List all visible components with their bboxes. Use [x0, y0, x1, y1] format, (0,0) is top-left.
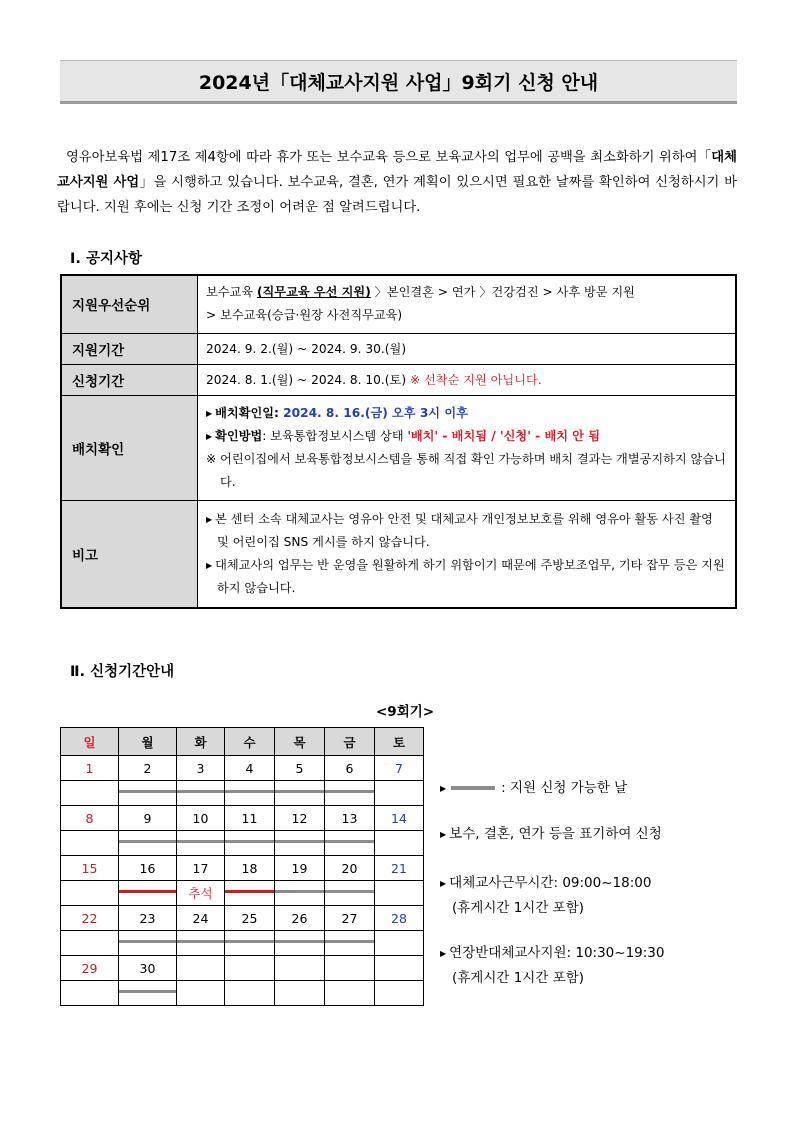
calendar-date-cell: 19 [275, 856, 325, 881]
holiday-label: 추석 [177, 881, 225, 906]
available-day-line [275, 840, 324, 843]
calendar-bar-cell [225, 781, 275, 806]
calendar-date-cell: 21 [375, 856, 424, 881]
value-confirm [198, 395, 737, 500]
calendar-date-cell: 9 [119, 806, 177, 831]
remark-1: 본 센터 소속 대체교사는 영유아 안전 및 대체교사 개인정보보호를 위해 영유아 활동 사진 촬영 및 어린이집 SNS 게시를 하지 않습니다. [215, 511, 713, 549]
notice-row-remark [61, 500, 736, 608]
calendar-date-cell: 27 [325, 906, 375, 931]
value-priority [198, 275, 737, 333]
calendar-date-cell: 30 [119, 956, 177, 981]
calendar-date-cell: 14 [375, 806, 424, 831]
legend-item-3-text: 대체교사근무시간: 09:00~18:00 [449, 875, 652, 891]
intro-text-2: 」을 시행하고 있습니다. 보수교육, 결혼, 연가 계획이 있으시면 필요한 날짜를 확인하여 신청하시기 바랍니다. 지원 후에는 신청 기간 조정이 어려운 점 알려드립니다. [57, 175, 737, 215]
calendar-bar-cell [177, 931, 225, 956]
calendar-bar-cell [61, 781, 119, 806]
intro-paragraph [57, 145, 737, 220]
calendar-date-cell: 15 [61, 856, 119, 881]
calendar-bar-cell [225, 831, 275, 856]
calendar-bar-cell [375, 981, 424, 1006]
calendar-title: <9회기> [376, 704, 435, 720]
calendar-bar-cell [325, 781, 375, 806]
method-label: 확인방법 [215, 428, 263, 443]
calendar-bar-cell [325, 981, 375, 1006]
legend-item-2-text: 보수, 결혼, 연가 등을 표기하여 신청 [449, 826, 662, 842]
calendar-date-row [61, 956, 424, 981]
calendar-bar-cell [325, 931, 375, 956]
calendar-date-cell: 10 [177, 806, 225, 831]
calendar-date-cell: 28 [375, 906, 424, 931]
calendar-bar-cell [375, 881, 424, 906]
intro-text-1: 영유아보육법 제17조 제4항에 따라 휴가 또는 보수교육 등으로 보육교사의 업무에 공백을 최소화하기 위하여「 [65, 150, 712, 165]
bullet-icon: ▶ [440, 784, 447, 793]
notice-row-apply [61, 364, 736, 395]
calendar-date-cell: 17 [177, 856, 225, 881]
calendar-date-row [61, 806, 424, 831]
legend-item-3-sub: (휴게시간 1시간 포함) [452, 900, 585, 916]
weekday-header: 수 [225, 728, 275, 756]
weekday-header: 일 [61, 728, 119, 756]
bullet-icon: ▶ [440, 949, 447, 958]
calendar-date-cell [177, 956, 225, 981]
calendar-date-cell: 4 [225, 756, 275, 781]
available-day-line [325, 790, 374, 793]
legend-bar-item [440, 776, 627, 801]
calendar-date-cell: 18 [225, 856, 275, 881]
section-heading-calendar: Ⅱ. 신청기간안내 [70, 664, 175, 680]
calendar-date-cell: 24 [177, 906, 225, 931]
calendar-date-cell: 26 [275, 906, 325, 931]
notice-row-priority [61, 275, 736, 333]
weekday-header: 화 [177, 728, 225, 756]
calendar-weekday-row [61, 728, 424, 756]
calendar-date-cell: 3 [177, 756, 225, 781]
label-priority: 지원우선순위 [61, 275, 198, 333]
bullet-icon: ▶ [206, 560, 213, 570]
calendar-bar-cell [177, 781, 225, 806]
weekday-header: 목 [275, 728, 325, 756]
calendar-bar-cell [225, 931, 275, 956]
legend-item-3 [440, 871, 651, 920]
available-day-line [325, 840, 374, 843]
calendar-bar-cell [61, 931, 119, 956]
calendar-bar-cell [325, 831, 375, 856]
bullet-icon: ▶ [440, 830, 447, 839]
calendar-date-cell: 11 [225, 806, 275, 831]
value-apply-period [198, 364, 737, 395]
value-remark [198, 500, 737, 608]
calendar-date-cell: 22 [61, 906, 119, 931]
legend-gray-bar [451, 786, 495, 790]
calendar-date-cell [325, 956, 375, 981]
priority-highlight: (직무교육 우선 지원) [256, 285, 371, 300]
available-day-line [325, 940, 374, 943]
available-day-line [119, 840, 176, 843]
calendar-bar-row [61, 881, 424, 906]
legend-item-4-text: 연장반대체교사지원: 10:30~19:30 [449, 945, 665, 961]
intro-bold: 대체교사지원 사업 [57, 150, 737, 190]
available-day-line [177, 940, 224, 943]
calendar-date-cell: 6 [325, 756, 375, 781]
calendar-bar-cell [119, 831, 177, 856]
calendar-bar-row [61, 781, 424, 806]
available-day-line [225, 940, 274, 943]
calendar-date-cell [225, 956, 275, 981]
remark-2: 대체교사의 업무는 반 운영을 원활하게 하기 위함이기 때문에 주방보조업무, 기타 잡무 등은 지원하지 않습니다. [215, 557, 725, 595]
calendar-table [60, 727, 424, 1006]
confirm-day-label: 배치확인일: [215, 405, 284, 420]
calendar-date-row [61, 756, 424, 781]
calendar-date-cell: 25 [225, 906, 275, 931]
label-confirm: 배치확인 [61, 395, 198, 500]
page-title: 2024년「대체교사지원 사업」9회기 신청 안내 [60, 60, 737, 104]
calendar-bar-cell [375, 781, 424, 806]
notice-row-confirm [61, 395, 736, 500]
legend-item-2 [440, 822, 662, 847]
calendar-bar-cell [225, 981, 275, 1006]
section-heading-notice: Ⅰ. 공지사항 [70, 251, 142, 267]
calendar-date-cell: 1 [61, 756, 119, 781]
calendar-bar-cell [325, 881, 375, 906]
available-day-line [119, 990, 176, 993]
calendar-date-row [61, 906, 424, 931]
calendar-bar-cell [119, 881, 177, 906]
legend-item-4 [440, 941, 665, 990]
calendar-bar-row [61, 981, 424, 1006]
legend-item-4-sub: (휴게시간 1시간 포함) [452, 970, 585, 986]
calendar-bar-cell [119, 981, 177, 1006]
confirm-day-value: 2024. 8. 16.(금) 오후 3시 이후 [283, 405, 468, 420]
calendar-bar-cell [275, 981, 325, 1006]
calendar-bar-row [61, 931, 424, 956]
available-day-line [275, 890, 324, 893]
priority-order: 〉본인결혼 > 연가 〉건강검진 > 사후 방문 지원 [370, 285, 635, 300]
label-support-period: 지원기간 [61, 333, 198, 364]
available-day-line [177, 790, 224, 793]
priority-order-2: > 보수교육(승급·원장 사전직무교육) [206, 308, 403, 323]
weekday-header: 토 [375, 728, 424, 756]
label-remark: 비고 [61, 500, 198, 608]
confirm-note: ※ 어린이집에서 보육통합정보시스템을 통해 직접 확인 가능하며 배치 결과는 개별공지하지 않습니다. [206, 451, 726, 489]
calendar-date-cell [275, 956, 325, 981]
available-day-line [119, 790, 176, 793]
calendar-bar-cell [225, 881, 275, 906]
available-day-line [225, 790, 274, 793]
calendar-date-cell: 7 [375, 756, 424, 781]
available-day-line [225, 840, 274, 843]
calendar-date-cell [375, 956, 424, 981]
label-apply-period: 신청기간 [61, 364, 198, 395]
calendar-bar-cell [375, 931, 424, 956]
weekday-header: 금 [325, 728, 375, 756]
available-day-line [177, 840, 224, 843]
calendar-date-row [61, 856, 424, 881]
calendar-bar-cell [177, 831, 225, 856]
holiday-red-line [119, 890, 176, 893]
method-status: 배치' - 배치됨 / '신청' - 배치 안 됨 [410, 428, 601, 443]
calendar-bar-cell [177, 981, 225, 1006]
calendar-bar-cell [119, 931, 177, 956]
available-day-line [325, 890, 374, 893]
calendar-bar-cell [275, 831, 325, 856]
available-day-line [275, 790, 324, 793]
calendar-date-cell: 2 [119, 756, 177, 781]
bullet-icon: ▶ [206, 431, 213, 441]
calendar-date-cell: 13 [325, 806, 375, 831]
apply-note: ※ 선착순 지원 아닙니다. [409, 373, 542, 387]
calendar-date-cell: 16 [119, 856, 177, 881]
notice-row-support [61, 333, 736, 364]
calendar-date-cell: 29 [61, 956, 119, 981]
available-day-line [119, 940, 176, 943]
calendar-bar-cell [61, 831, 119, 856]
method-value: : 보육통합정보시스템 상태 ' [262, 428, 411, 443]
calendar-bar-cell [275, 781, 325, 806]
calendar-bar-cell [275, 931, 325, 956]
calendar-date-cell: 8 [61, 806, 119, 831]
calendar-bar-cell [61, 981, 119, 1006]
legend-bar-text: : 지원 신청 가능한 날 [501, 780, 628, 796]
available-day-line [275, 940, 324, 943]
weekday-header: 월 [119, 728, 177, 756]
apply-dates: 2024. 8. 1.(월) ~ 2024. 8. 10.(토) [206, 373, 407, 387]
calendar-bar-cell [119, 781, 177, 806]
priority-text: 보수교육 [206, 285, 257, 300]
bullet-icon: ▶ [206, 514, 213, 524]
calendar-bar-cell [375, 831, 424, 856]
calendar-bar-cell [275, 881, 325, 906]
calendar-bar-row [61, 831, 424, 856]
calendar-date-cell: 5 [275, 756, 325, 781]
calendar-date-cell: 12 [275, 806, 325, 831]
calendar-bar-cell [61, 881, 119, 906]
holiday-red-line [225, 890, 274, 893]
notice-table [60, 274, 737, 609]
bullet-icon: ▶ [206, 408, 213, 418]
bullet-icon: ▶ [440, 879, 447, 888]
value-support-period: 2024. 9. 2.(월) ~ 2024. 9. 30.(월) [198, 333, 737, 364]
calendar-date-cell: 20 [325, 856, 375, 881]
calendar-date-cell: 23 [119, 906, 177, 931]
